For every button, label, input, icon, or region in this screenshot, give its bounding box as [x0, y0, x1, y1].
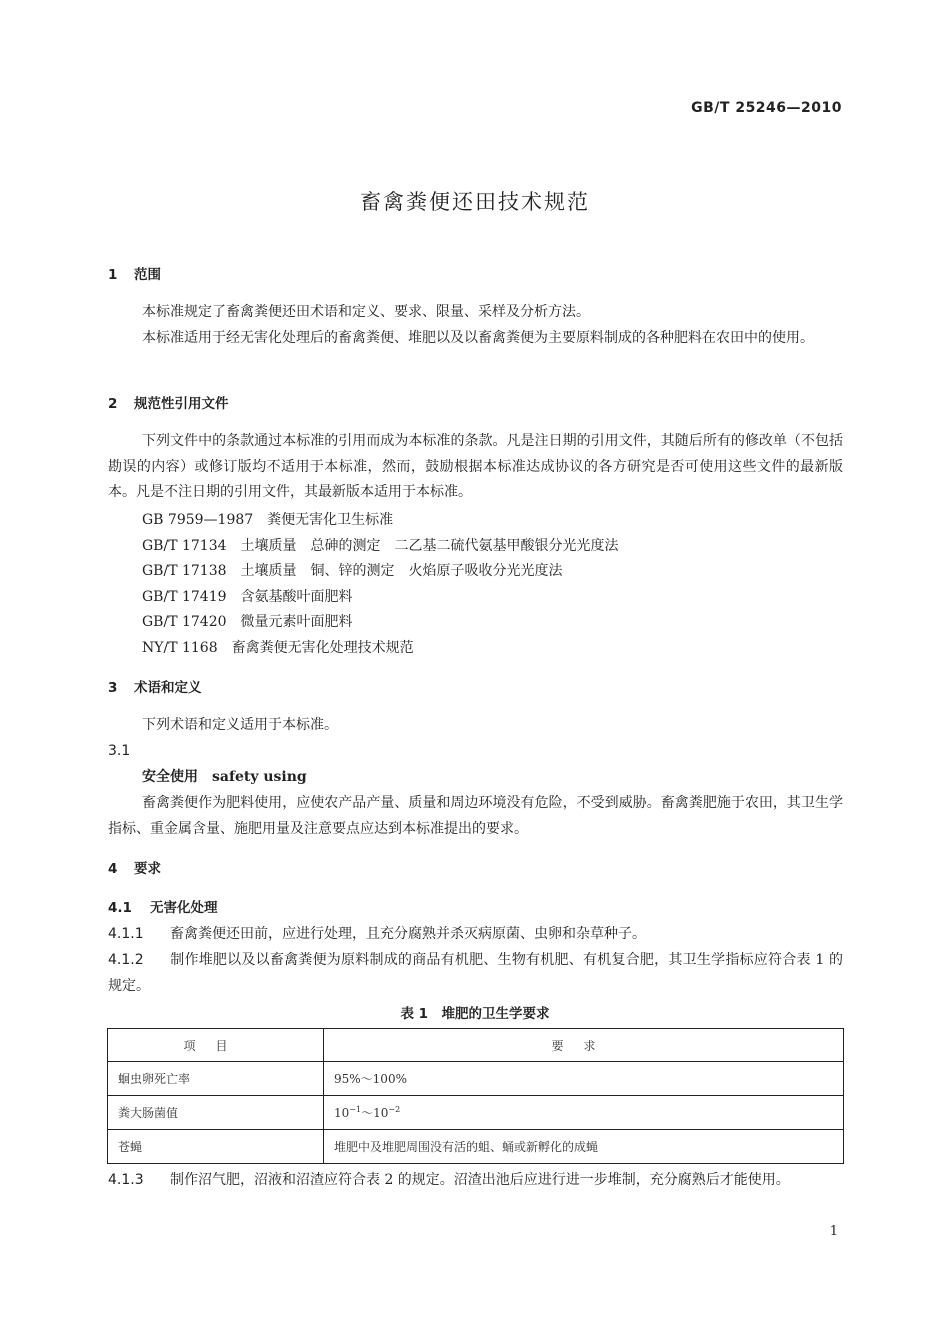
table-row	[108, 1062, 844, 1096]
term-3-1-definition: 畜禽粪便作为肥料使用，应使农产品产量、质量和周边环境没有危险，不受到威胁。畜禽粪肥施于农田，其卫生学指标、重金属含量、施肥用量及注意要点应达到本标准提出的要求。	[108, 795, 843, 837]
page-number: 1	[829, 1224, 838, 1239]
table-1	[107, 1028, 844, 1164]
section-4-heading: 4 要求	[108, 861, 161, 877]
term-3-1-number: 3.1	[108, 743, 131, 759]
term-3-1-title: 安全使用 safety using	[142, 769, 307, 785]
standard-number: GB/T 25246—2010	[691, 100, 842, 116]
col-header-item: 项目	[108, 1029, 324, 1062]
row-item: 粪大肠菌值	[108, 1096, 324, 1130]
section-1-para-2: 本标准适用于经无害化处理后的畜禽粪便、堆肥以及以畜禽粪便为主要原料制成的各种肥料在农田中的使用。	[142, 330, 814, 346]
section-3-heading: 3 术语和定义	[108, 680, 202, 696]
clause-4-1-3: 4.1.3 制作沼气肥，沼液和沼渣应符合表 2 的规定。沼渣出池后应进行进一步堆制，充分腐熟后才能使用。	[108, 1172, 790, 1188]
row-requirement: 堆肥中及堆肥周围没有活的蛆、蛹或新孵化的成蝇	[324, 1130, 844, 1164]
document-title: 畜禽粪便还田技术规范	[360, 190, 590, 214]
reference-item: GB/T 17138 土壤质量 铜、锌的测定 火焰原子吸收分光光度法	[142, 563, 563, 580]
reference-item: GB/T 17134 土壤质量 总砷的测定 二乙基二硫代氨基甲酸银分光光度法	[142, 537, 619, 554]
section-1-para-1: 本标准规定了畜禽粪便还田术语和定义、要求、限量、采样及分析方法。	[142, 304, 590, 320]
reference-item: NY/T 1168 畜禽粪便无害化处理技术规范	[142, 639, 414, 656]
reference-item: GB/T 17420 微量元素叶面肥料	[142, 614, 353, 631]
section-2-heading: 2 规范性引用文件	[108, 396, 229, 412]
section-1-heading: 1 范围	[108, 267, 161, 283]
table-row	[108, 1096, 844, 1130]
row-item: 蛔虫卵死亡率	[108, 1062, 324, 1096]
col-header-requirement: 要求	[324, 1029, 844, 1062]
row-requirement: 95%～100%	[324, 1062, 844, 1096]
reference-item: GB 7959—1987 粪便无害化卫生标准	[142, 512, 394, 528]
table-row	[108, 1130, 844, 1164]
row-requirement: $10^{-1}\sim 10^{-2}$	[324, 1096, 844, 1130]
table-1-caption: 表 1 堆肥的卫生学要求	[400, 1006, 550, 1022]
clause-4-1-2: 4.1.2 制作堆肥以及以畜禽粪便为原料制成的商品有机肥、生物有机肥、有机复合肥，其卫生学指标应符合表 1 的规定。	[108, 952, 843, 994]
section-3-para-1: 下列术语和定义适用于本标准。	[142, 717, 338, 733]
clause-4-1-1: 4.1.1 畜禽粪便还田前，应进行处理，且充分腐熟并杀灭病原菌、虫卵和杂草种子。	[108, 926, 646, 942]
section-2-para-1: 下列文件中的条款通过本标准的引用而成为本标准的条款。凡是注日期的引用文件，其随后所有的修改单（不包括勘误的内容）或修订版均不适用于本标准，然而，鼓励根据本标准达成协议的各方研究是否可使用这些文件的最新版本。凡是不注日期的引用文件，其最新版本适用于本标准。	[108, 433, 843, 500]
reference-item: GB/T 17419 含氨基酸叶面肥料	[142, 588, 353, 605]
reference-list	[108, 508, 843, 662]
row-item: 苍蝇	[108, 1130, 324, 1164]
section-4-1-heading: 4.1 无害化处理	[108, 900, 218, 916]
table-header-row	[108, 1029, 844, 1062]
